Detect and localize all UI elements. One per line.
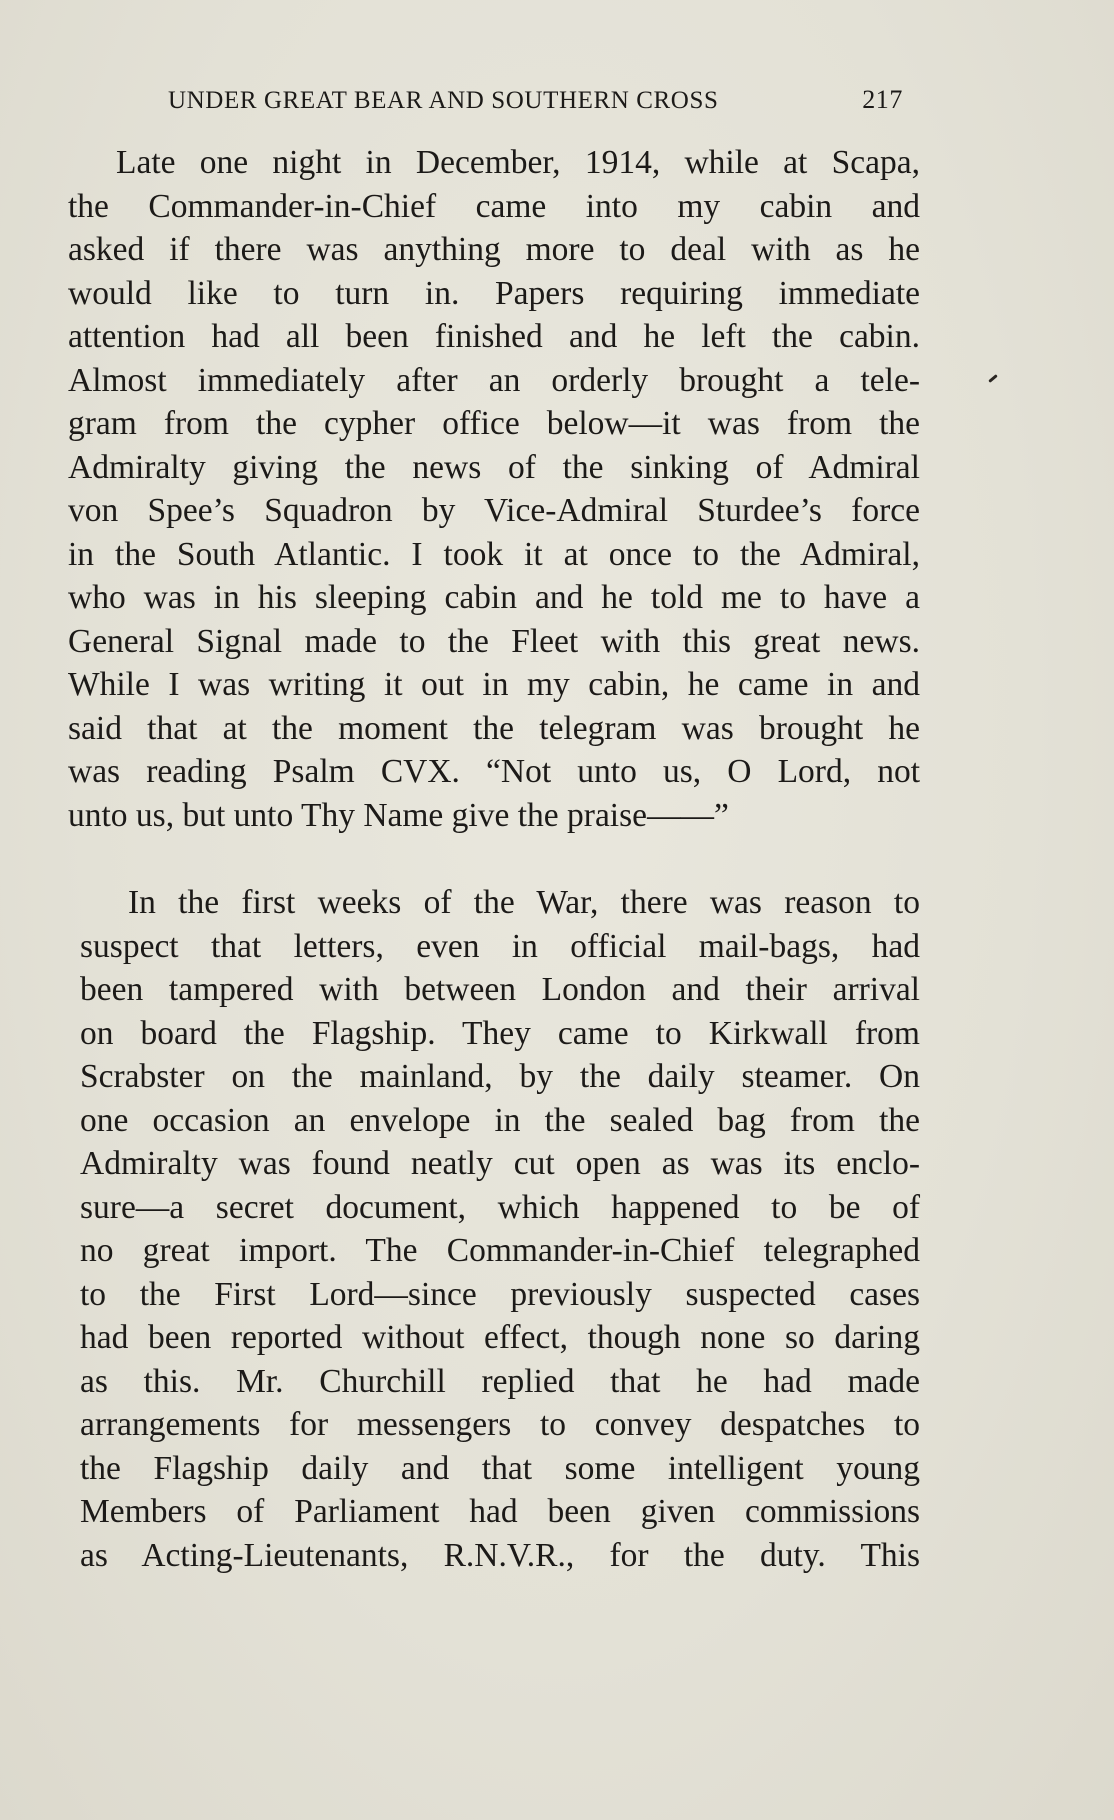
text-line: Late one night in December, 1914, while at Scapa,	[116, 144, 920, 181]
paragraph-1	[68, 141, 920, 837]
text-line: had been reported without effect, though none so daring	[80, 1319, 920, 1356]
text-line: attention had all been finished and he left the cabin.	[68, 318, 920, 355]
text-line: the Commander-in-Chief came into my cabin and	[68, 187, 920, 225]
text-line: no great import. The Commander-in-Chief telegraphed	[80, 1232, 920, 1269]
text-line: said that at the moment the telegram was brought he	[68, 709, 920, 747]
text-line: was reading Psalm CVX. “Not unto us, O Lord, not	[68, 753, 920, 790]
text-line: Members of Parliament had been given commissions	[80, 1493, 920, 1530]
text-line: on board the Flagship. They came to Kirkwall from	[80, 1014, 920, 1052]
text-line: Almost immediately after an orderly brought a tele-	[68, 361, 920, 399]
text-line: arrangements for messengers to convey despatches to	[80, 1406, 920, 1443]
text-line: been tampered with between London and their arrival	[80, 971, 920, 1008]
ink-speck	[988, 374, 998, 383]
text-line: General Signal made to the Fleet with this great news.	[68, 622, 920, 660]
text-line: unto us, but unto Thy Name give the praise——”	[68, 796, 729, 834]
text-line: one occasion an envelope in the sealed bag from the	[80, 1101, 920, 1139]
text-line: While I was writing it out in my cabin, he came in and	[68, 666, 920, 703]
text-line: Admiralty was found neatly cut open as was its enclo-	[80, 1145, 920, 1182]
paragraph-2	[80, 881, 920, 1577]
text-line: would like to turn in. Papers requiring immediate	[68, 274, 920, 312]
text-line: Scrabster on the mainland, by the daily steamer. On	[80, 1058, 920, 1095]
text-line: who was in his sleeping cabin and he told me to have a	[68, 579, 920, 616]
text-line: gram from the cypher office below—it was from the	[68, 405, 920, 442]
text-line: In the first weeks of the War, there was reason to	[128, 884, 920, 921]
text-line: von Spee’s Squadron by Vice-Admiral Sturdee’s force	[68, 492, 920, 529]
text-line: the Flagship daily and that some intelligent young	[80, 1449, 920, 1487]
text-line: as this. Mr. Churchill replied that he had made	[80, 1362, 920, 1400]
text-line: in the South Atlantic. I took it at once to the Admiral,	[68, 535, 920, 573]
running-head	[168, 85, 903, 121]
text-line: to the First Lord—since previously suspected cases	[80, 1275, 920, 1313]
page-number: 217	[862, 85, 903, 114]
text-line: as Acting-Lieutenants, R.N.V.R., for the duty. This	[80, 1536, 920, 1574]
text-line: suspect that letters, even in official mail-bags, had	[80, 927, 920, 965]
running-head-title: UNDER GREAT BEAR AND SOUTHERN CROSS	[168, 87, 719, 114]
text-line: sure—a secret document, which happened to be of	[80, 1188, 920, 1226]
text-line: asked if there was anything more to deal with as he	[68, 231, 920, 268]
text-line: Admiralty giving the news of the sinking of Admiral	[68, 448, 920, 486]
